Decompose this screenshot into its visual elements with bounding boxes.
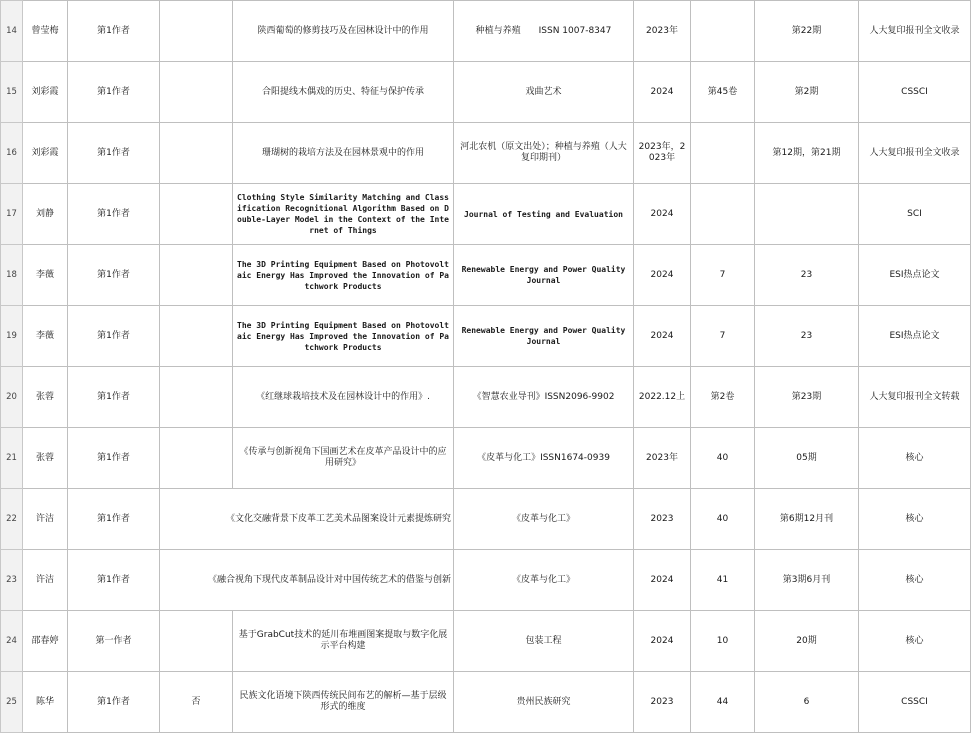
journal-cell[interactable]: Renewable Energy and Power Quality Journal: [454, 245, 634, 306]
volume-cell[interactable]: 40: [691, 489, 755, 550]
corresponding-author-cell[interactable]: [160, 1, 233, 62]
author-role-cell[interactable]: 第1作者: [68, 306, 160, 367]
author-name-cell[interactable]: 许洁: [23, 550, 68, 611]
corresponding-author-cell[interactable]: [160, 611, 233, 672]
volume-cell[interactable]: 第45卷: [691, 62, 755, 123]
table-row: [1, 489, 971, 550]
author-name-cell[interactable]: 李薇: [23, 306, 68, 367]
index-category-cell[interactable]: 核心: [859, 489, 971, 550]
volume-cell[interactable]: 7: [691, 306, 755, 367]
journal-cell[interactable]: 种植与养殖 ISSN 1007-8347: [454, 1, 634, 62]
volume-cell[interactable]: 44: [691, 672, 755, 733]
issue-cell[interactable]: 第2期: [755, 62, 859, 123]
issue-cell[interactable]: 第22期: [755, 1, 859, 62]
author-name-cell[interactable]: 刘彩霞: [23, 62, 68, 123]
paper-title-cell[interactable]: 基于GrabCut技术的延川布堆画图案提取与数字化展示平台构建: [233, 611, 454, 672]
table-row: [1, 245, 971, 306]
journal-cell[interactable]: 河北农机（原文出处）；种植与养殖（人大复印期刊）: [454, 123, 634, 184]
journal-cell[interactable]: 戏曲艺术: [454, 62, 634, 123]
table-row: [1, 123, 971, 184]
issue-cell[interactable]: 20期: [755, 611, 859, 672]
index-category-cell[interactable]: CSSCI: [859, 62, 971, 123]
author-name-cell[interactable]: 张蓉: [23, 367, 68, 428]
volume-cell[interactable]: 第2卷: [691, 367, 755, 428]
index-category-cell[interactable]: SCI: [859, 184, 971, 245]
index-category-cell[interactable]: ESI热点论文: [859, 245, 971, 306]
year-cell[interactable]: 2024: [634, 550, 691, 611]
year-cell[interactable]: 2023: [634, 489, 691, 550]
table-row: [1, 62, 971, 123]
index-category-cell[interactable]: CSSCI: [859, 672, 971, 733]
index-category-cell[interactable]: 核心: [859, 428, 971, 489]
volume-cell[interactable]: [691, 184, 755, 245]
year-cell[interactable]: 2024: [634, 611, 691, 672]
paper-title-cell[interactable]: The 3D Printing Equipment Based on Photovoltaic Energy Has Improved the Innovation of Patchwork Products: [233, 306, 454, 367]
table-row: [1, 611, 971, 672]
row-number[interactable]: 22: [1, 489, 23, 550]
author-name-cell[interactable]: 张蓉: [23, 428, 68, 489]
corresponding-author-cell[interactable]: [160, 306, 233, 367]
issue-cell[interactable]: [755, 184, 859, 245]
year-cell[interactable]: 2024: [634, 62, 691, 123]
corresponding-author-cell[interactable]: [160, 367, 233, 428]
year-cell[interactable]: 2024: [634, 245, 691, 306]
row-number[interactable]: 15: [1, 62, 23, 123]
paper-title-cell[interactable]: 合阳提线木偶戏的历史、特征与保护传承: [233, 62, 454, 123]
paper-title-cell[interactable]: 《文化交融背景下皮革工艺美术品图案设计元素提炼研究: [160, 489, 454, 550]
row-number[interactable]: 14: [1, 1, 23, 62]
index-category-cell[interactable]: 核心: [859, 611, 971, 672]
year-cell[interactable]: 2023: [634, 672, 691, 733]
year-cell[interactable]: 2023年: [634, 428, 691, 489]
paper-title-cell[interactable]: 珊瑚树的栽培方法及在园林景观中的作用: [233, 123, 454, 184]
journal-cell[interactable]: 《智慧农业导刊》ISSN2096-9902: [454, 367, 634, 428]
table-row: [1, 672, 971, 733]
issue-cell[interactable]: 6: [755, 672, 859, 733]
issue-cell[interactable]: 第12期，第21期: [755, 123, 859, 184]
volume-cell[interactable]: [691, 1, 755, 62]
paper-title-cell[interactable]: Clothing Style Similarity Matching and Classification Recognitional Algorithm Based on Double-Layer Model in the Context of the Internet of Things: [233, 184, 454, 245]
volume-cell[interactable]: 7: [691, 245, 755, 306]
index-category-cell[interactable]: ESI热点论文: [859, 306, 971, 367]
paper-title-cell[interactable]: 陕西葡萄的修剪技巧及在园林设计中的作用: [233, 1, 454, 62]
row-number[interactable]: 16: [1, 123, 23, 184]
paper-title-cell[interactable]: 《融合视角下现代皮革制品设计对中国传统艺术的借鉴与创新: [160, 550, 454, 611]
corresponding-author-cell[interactable]: [160, 245, 233, 306]
author-role-cell[interactable]: 第1作者: [68, 184, 160, 245]
year-cell[interactable]: 2024: [634, 306, 691, 367]
corresponding-author-cell[interactable]: [160, 123, 233, 184]
row-number[interactable]: 21: [1, 428, 23, 489]
journal-cell[interactable]: 包装工程: [454, 611, 634, 672]
journal-cell[interactable]: 贵州民族研究: [454, 672, 634, 733]
row-number[interactable]: 17: [1, 184, 23, 245]
row-number[interactable]: 20: [1, 367, 23, 428]
corresponding-author-cell[interactable]: [160, 428, 233, 489]
paper-title-cell[interactable]: 民族文化语境下陕西传统民间布艺的解析—基于层级形式的维度: [233, 672, 454, 733]
author-role-cell[interactable]: 第1作者: [68, 367, 160, 428]
index-category-cell[interactable]: 核心: [859, 550, 971, 611]
table-row: [1, 306, 971, 367]
issue-cell[interactable]: 第6期12月刊: [755, 489, 859, 550]
table-row: [1, 550, 971, 611]
issue-cell[interactable]: 第23期: [755, 367, 859, 428]
author-role-cell[interactable]: 第1作者: [68, 550, 160, 611]
author-name-cell[interactable]: 刘彩霞: [23, 123, 68, 184]
author-role-cell[interactable]: 第1作者: [68, 428, 160, 489]
table-row: [1, 428, 971, 489]
journal-cell[interactable]: 《皮革与化工》: [454, 550, 634, 611]
journal-cell[interactable]: Renewable Energy and Power Quality Journal: [454, 306, 634, 367]
author-role-cell[interactable]: 第1作者: [68, 489, 160, 550]
author-role-cell[interactable]: 第一作者: [68, 611, 160, 672]
index-category-cell[interactable]: 人大复印报刊全文收录: [859, 1, 971, 62]
author-name-cell[interactable]: 许洁: [23, 489, 68, 550]
paper-title-cell[interactable]: 《红继球栽培技术及在园林设计中的作用》.: [233, 367, 454, 428]
volume-cell[interactable]: 10: [691, 611, 755, 672]
author-name-cell[interactable]: 邵春婷: [23, 611, 68, 672]
issue-cell[interactable]: 23: [755, 245, 859, 306]
row-number[interactable]: 25: [1, 672, 23, 733]
author-role-cell[interactable]: 第1作者: [68, 1, 160, 62]
row-number[interactable]: 23: [1, 550, 23, 611]
author-name-cell[interactable]: 曾莹梅: [23, 1, 68, 62]
index-category-cell[interactable]: 人大复印报刊全文转载: [859, 367, 971, 428]
corresponding-author-cell[interactable]: [160, 184, 233, 245]
year-cell[interactable]: 2024: [634, 184, 691, 245]
year-cell[interactable]: 2023年，2023年: [634, 123, 691, 184]
corresponding-author-cell[interactable]: [160, 62, 233, 123]
table-row: [1, 184, 971, 245]
author-name-cell[interactable]: 陈华: [23, 672, 68, 733]
paper-title-cell[interactable]: The 3D Printing Equipment Based on Photovoltaic Energy Has Improved the Innovation of Patchwork Products: [233, 245, 454, 306]
author-name-cell[interactable]: 刘静: [23, 184, 68, 245]
corresponding-author-cell[interactable]: 否: [160, 672, 233, 733]
volume-cell[interactable]: 40: [691, 428, 755, 489]
author-name-cell[interactable]: 李薇: [23, 245, 68, 306]
volume-cell[interactable]: 41: [691, 550, 755, 611]
index-category-cell[interactable]: 人大复印报刊全文收录: [859, 123, 971, 184]
issue-cell[interactable]: 第3期6月刊: [755, 550, 859, 611]
row-number[interactable]: 19: [1, 306, 23, 367]
year-cell[interactable]: 2023年: [634, 1, 691, 62]
journal-cell[interactable]: 《皮革与化工》ISSN1674-0939: [454, 428, 634, 489]
issue-cell[interactable]: 23: [755, 306, 859, 367]
row-number[interactable]: 24: [1, 611, 23, 672]
author-role-cell[interactable]: 第1作者: [68, 62, 160, 123]
journal-cell[interactable]: Journal of Testing and Evaluation: [454, 184, 634, 245]
journal-cell[interactable]: 《皮革与化工》: [454, 489, 634, 550]
author-role-cell[interactable]: 第1作者: [68, 123, 160, 184]
volume-cell[interactable]: [691, 123, 755, 184]
row-number[interactable]: 18: [1, 245, 23, 306]
paper-title-cell[interactable]: 《传承与创新视角下国画艺术在皮革产品设计中的应用研究》: [233, 428, 454, 489]
year-cell[interactable]: 2022.12上: [634, 367, 691, 428]
table-row: [1, 1, 971, 62]
table-row: [1, 367, 971, 428]
author-role-cell[interactable]: 第1作者: [68, 245, 160, 306]
issue-cell[interactable]: 05期: [755, 428, 859, 489]
author-role-cell[interactable]: 第1作者: [68, 672, 160, 733]
